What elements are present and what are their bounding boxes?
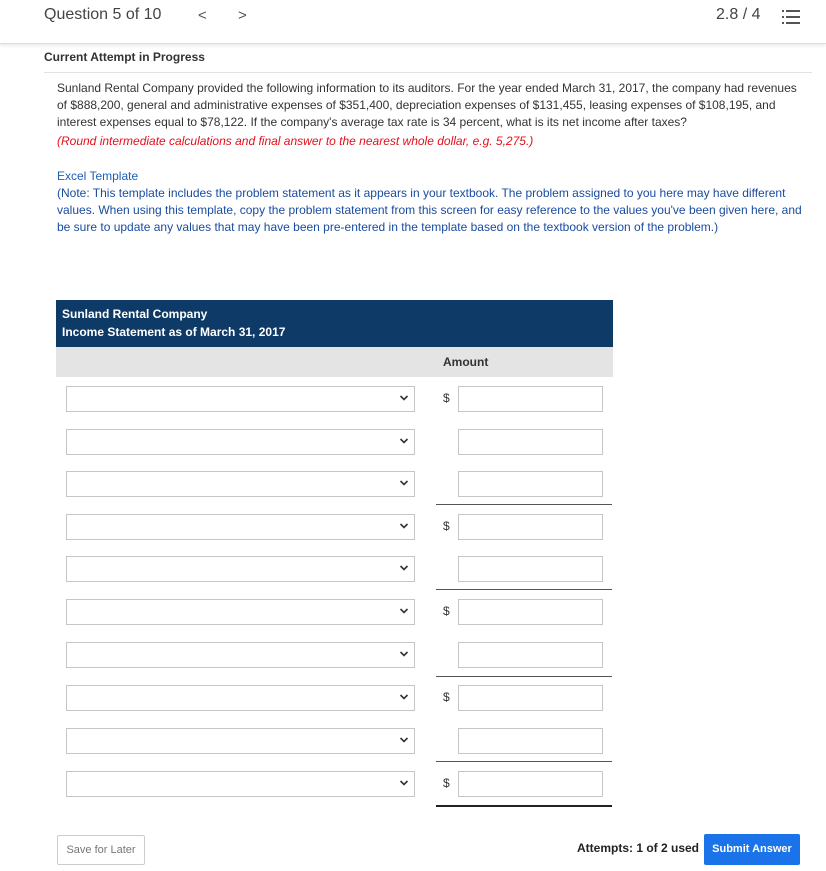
chevron-down-icon: [399, 563, 409, 573]
next-question-button[interactable]: >: [238, 7, 247, 24]
company-name: Sunland Rental Company: [62, 307, 208, 321]
chevron-down-icon: [399, 649, 409, 659]
amount-input[interactable]: [458, 514, 603, 540]
amount-input[interactable]: [458, 429, 603, 455]
excel-template-note: (Note: This template includes the problem statement as it appears in your textbook. The problem assigned to you here may have different values. When using this template, copy the problem statement from this screen for easy reference to the values you've been given here, and be sure to update any values that may have been pre-entered in the template based on the textbook version of the problem.): [57, 186, 802, 234]
amount-input[interactable]: [458, 556, 603, 582]
amount-input[interactable]: [458, 685, 603, 711]
amount-input[interactable]: [458, 642, 603, 668]
amount-input[interactable]: [458, 386, 603, 412]
line-item-select[interactable]: [66, 429, 415, 455]
attempt-status-title: Current Attempt in Progress: [44, 50, 205, 64]
amount-input[interactable]: [458, 599, 603, 625]
chevron-down-icon: [399, 521, 409, 531]
submit-answer-button[interactable]: Submit Answer: [704, 834, 800, 865]
line-item-select[interactable]: [66, 771, 415, 797]
problem-statement: Sunland Rental Company provided the following information to its auditors. For the year ended March 31, 2017, the company had revenues of $888,200, general and administrative expenses of $351,400, depreciation expenses of $131,455, leasing expenses of $108,195, and interest expenses equal to $78,122. If the company's average tax rate is 34 percent, what is its net income after taxes?: [57, 81, 797, 129]
attempts-counter: Attempts: 1 of 2 used: [577, 841, 700, 855]
list-icon[interactable]: [781, 8, 801, 26]
statement-title: Income Statement as of March 31, 2017: [62, 325, 286, 339]
line-item-select[interactable]: [66, 386, 415, 412]
statement-row: [56, 466, 613, 506]
previous-question-button[interactable]: <: [198, 7, 207, 24]
chevron-down-icon: [399, 436, 409, 446]
line-item-select[interactable]: [66, 599, 415, 625]
amount-input[interactable]: [458, 471, 603, 497]
subtotal-rule: [436, 589, 612, 590]
amount-input[interactable]: [458, 771, 603, 797]
statement-header: [56, 300, 613, 347]
statement-row: [56, 509, 613, 549]
top-bar: [0, 0, 826, 44]
statement-row: [56, 723, 613, 763]
line-item-select[interactable]: [66, 685, 415, 711]
statement-row: [56, 766, 613, 806]
rounding-instruction: (Round intermediate calculations and final answer to the nearest whole dollar, e.g. 5,275.): [57, 134, 534, 148]
line-item-select[interactable]: [66, 728, 415, 754]
divider: [44, 72, 812, 73]
statement-row: [56, 637, 613, 677]
chevron-down-icon: [399, 692, 409, 702]
chevron-down-icon: [399, 393, 409, 403]
amount-input[interactable]: [458, 728, 603, 754]
currency-symbol: $: [443, 604, 450, 618]
total-rule: [436, 805, 612, 807]
score-display: 2.8 / 4: [716, 6, 761, 23]
currency-symbol: $: [443, 690, 450, 704]
amount-column-header: [56, 347, 613, 377]
line-item-select[interactable]: [66, 514, 415, 540]
currency-symbol: $: [443, 776, 450, 790]
line-item-select[interactable]: [66, 471, 415, 497]
subtotal-rule: [436, 504, 612, 505]
statement-row: [56, 680, 613, 720]
statement-row: [56, 381, 613, 421]
chevron-down-icon: [399, 735, 409, 745]
subtotal-rule: [436, 761, 612, 762]
line-item-select[interactable]: [66, 642, 415, 668]
chevron-down-icon: [399, 778, 409, 788]
subtotal-rule: [436, 676, 612, 677]
chevron-down-icon: [399, 606, 409, 616]
statement-row: [56, 594, 613, 634]
excel-template-link[interactable]: Excel Template: [57, 169, 139, 183]
statement-row: [56, 424, 613, 464]
question-label: Question 5 of 10: [44, 6, 162, 23]
line-item-select[interactable]: [66, 556, 415, 582]
amount-header-label: Amount: [443, 355, 489, 369]
currency-symbol: $: [443, 519, 450, 533]
currency-symbol: $: [443, 391, 450, 405]
save-for-later-button[interactable]: Save for Later: [57, 835, 145, 865]
chevron-down-icon: [399, 478, 409, 488]
statement-row: [56, 551, 613, 591]
